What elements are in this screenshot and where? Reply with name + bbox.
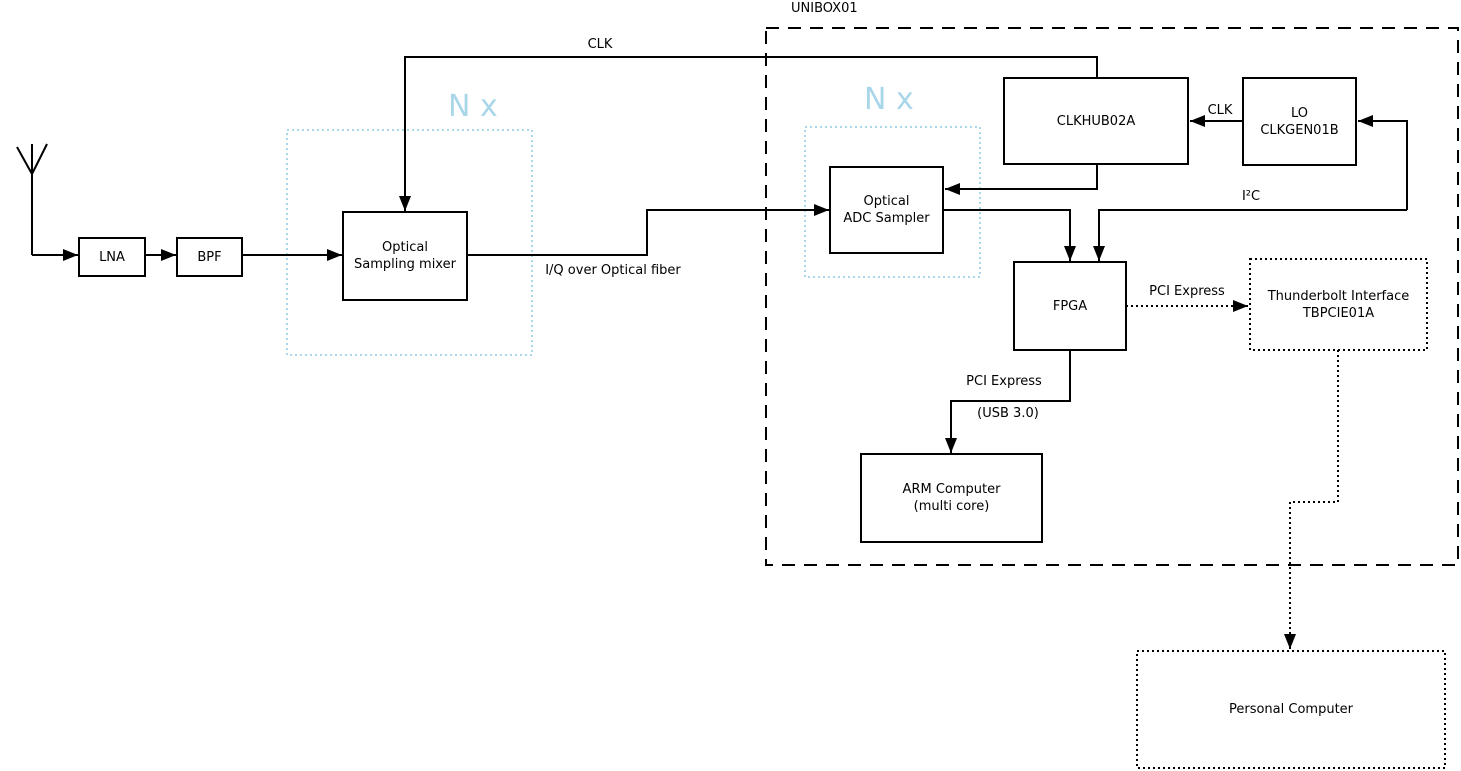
edge-adc-to-fpga — [943, 210, 1070, 261]
edge-clk-hub-to-adc — [945, 164, 1097, 189]
edge-clk-hub-to-mixer — [405, 57, 1097, 211]
lna-label: LNA — [99, 249, 125, 265]
edge-iq-mixer-to-adc — [467, 210, 829, 255]
pcie-thunderbolt-label: PCI Express — [1149, 284, 1225, 299]
pcie-arm-label: PCI Express — [966, 374, 1042, 389]
personal-computer-label: Personal Computer — [1228, 702, 1354, 717]
nx-mixer-group-label: N x — [448, 89, 498, 124]
edge-i2c-to-lo — [1358, 121, 1407, 210]
arm-computer-label: ARM Computer (multi core) — [902, 482, 1001, 514]
lo-clkgen01b-label: LO CLKGEN01B — [1260, 105, 1339, 138]
nx-adc-group-label: N x — [864, 82, 914, 117]
usb-label: (USB 3.0) — [977, 406, 1039, 421]
unibox01-title: UNIBOX01 — [791, 1, 858, 16]
iq-fiber-label: I/Q over Optical fiber — [545, 263, 681, 278]
edge-fpga-to-arm — [951, 350, 1070, 453]
optical-adc-sampler-label: Optical ADC Sampler — [843, 194, 930, 226]
edge-i2c-to-fpga — [1099, 210, 1407, 261]
optical-sampling-mixer-label: Optical Sampling mixer — [354, 240, 456, 272]
clkhub02a-label: CLKHUB02A — [1056, 113, 1136, 129]
clk-top-label: CLK — [587, 37, 613, 52]
antenna-icon — [17, 144, 47, 255]
clk-lo-to-hub-label: CLK — [1207, 103, 1233, 118]
bpf-label: BPF — [197, 249, 222, 265]
thunderbolt-interface-label: Thunderbolt Interface TBPCIE01A — [1267, 288, 1410, 321]
i2c-label: I²C — [1241, 189, 1261, 204]
edge-thunderbolt-to-pc — [1290, 350, 1338, 649]
fpga-label: FPGA — [1052, 298, 1088, 314]
